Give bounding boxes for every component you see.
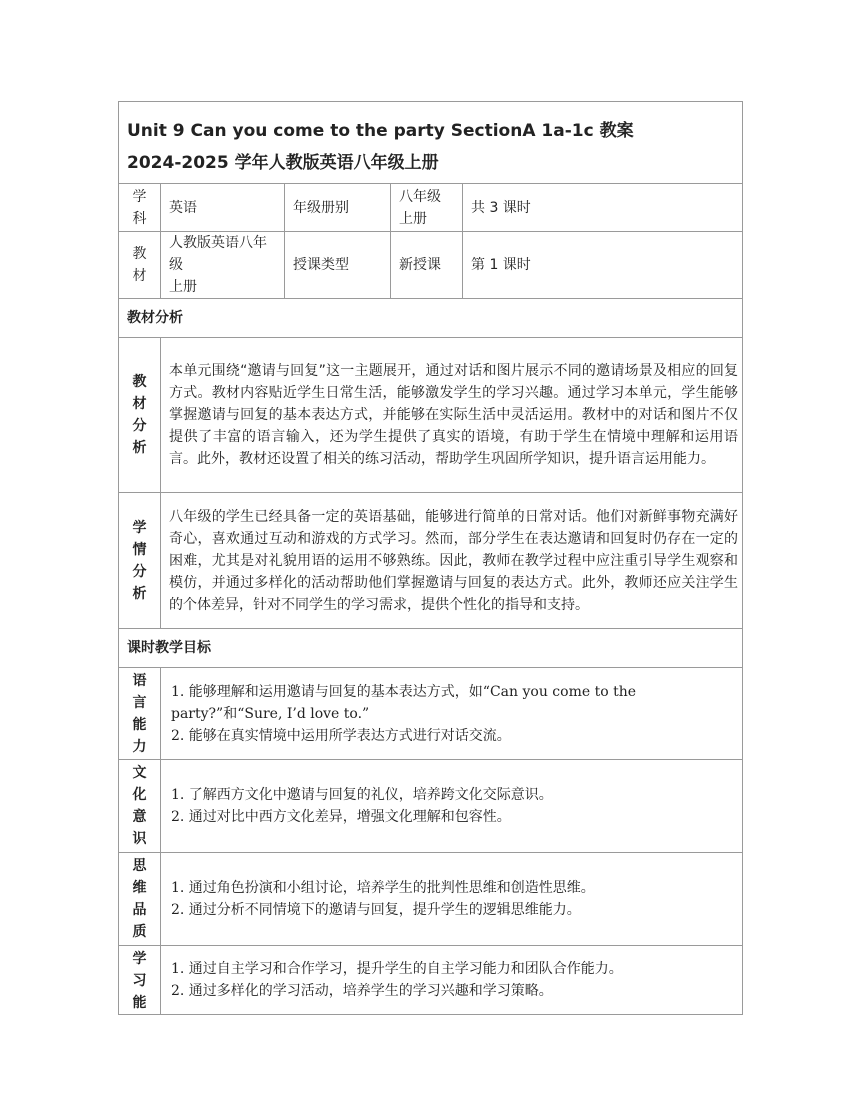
objective-item: 2. 能够在真实情境中运用所学表达方式进行对话交流。: [171, 727, 511, 744]
objective-item: 2. 通过多样化的学习活动，培养学生的学习兴趣和学习策略。: [171, 983, 553, 999]
language-ability-items: [161, 668, 743, 760]
thinking-quality-items: [161, 853, 743, 946]
grade-value: 八年级 上册: [391, 184, 463, 232]
meta-row-textbook: [119, 232, 743, 299]
subject-value: 英语: [161, 184, 285, 232]
textbook-analysis-text: 本单元围绕“邀请与回复”这一主题展开，通过对话和图片展示不同的邀请场景及相应的回复方式。教材内容贴近学生日常生活，能够激发学生的学习兴趣。通过学习本单元，学生能够掌握邀请与回复的基本表达方式，并能够在实际生活中灵活运用。教材中的对话和图片不仅提供了丰富的语言输入，还为学生提供了真实的语境，有助于学生在情境中理解和运用语言。此外，教材还设置了相关的练习活动，帮助学生巩固所学知识，提升语言运用能力。: [161, 338, 743, 493]
thinking-quality-row: [119, 853, 743, 946]
document-title-line1: Unit 9 Can you come to the party SectionA 1a-1c 教案: [127, 121, 634, 141]
cultural-awareness-label: 文 化 意 识: [119, 760, 161, 853]
lesson-number: 第 1 课时: [463, 232, 743, 299]
learning-ability-row: [119, 946, 743, 1015]
lesson-plan-table: [118, 101, 743, 1015]
learning-ability-label: 学 习 能: [119, 946, 161, 1015]
objective-item: 1. 了解西方文化中邀请与回复的礼仪，培养跨文化交际意识。: [171, 787, 553, 803]
objective-item: 1. 通过自主学习和合作学习，提升学生的自主学习能力和团队合作能力。: [171, 961, 623, 977]
objective-item: 1. 能够理解和运用邀请与回复的基本表达方式，如“Can you come to the party?”和“Sure, I’d love to.”: [171, 683, 637, 722]
objectives-heading-row: [119, 629, 743, 668]
objectives-heading: 课时教学目标: [119, 629, 743, 668]
lesson-type-value: 新授课: [391, 232, 463, 299]
title-row: [119, 102, 743, 184]
grade-label: 年级册别: [285, 184, 391, 232]
meta-row-subject: [119, 184, 743, 232]
learning-ability-items: [161, 946, 743, 1015]
language-ability-label: 语 言 能 力: [119, 668, 161, 760]
material-analysis-heading-row: [119, 299, 743, 338]
cultural-awareness-items: [161, 760, 743, 853]
textbook-label: 教 材: [119, 232, 161, 299]
student-analysis-row: [119, 493, 743, 629]
objective-item: 2. 通过对比中西方文化差异，增强文化理解和包容性。: [171, 809, 511, 825]
textbook-value: 人教版英语八年级 上册: [161, 232, 285, 299]
language-ability-row: [119, 668, 743, 760]
textbook-analysis-row: [119, 338, 743, 493]
student-analysis-label: 学 情 分 析: [119, 493, 161, 629]
document-title-line2: 2024-2025 学年人教版英语八年级上册: [127, 153, 439, 173]
objective-item: 2. 通过分析不同情境下的邀请与回复，提升学生的逻辑思维能力。: [171, 902, 581, 918]
cultural-awareness-row: [119, 760, 743, 853]
textbook-analysis-label: 教 材 分 析: [119, 338, 161, 493]
title-cell: [119, 102, 743, 184]
thinking-quality-label: 思 维 品 质: [119, 853, 161, 946]
material-analysis-heading: 教材分析: [119, 299, 743, 338]
total-lessons: 共 3 课时: [463, 184, 743, 232]
lesson-plan-page: [118, 101, 742, 1015]
lesson-type-label: 授课类型: [285, 232, 391, 299]
subject-label: 学 科: [119, 184, 161, 232]
objective-item: 1. 通过角色扮演和小组讨论，培养学生的批判性思维和创造性思维。: [171, 880, 595, 896]
student-analysis-text: 八年级的学生已经具备一定的英语基础，能够进行简单的日常对话。他们对新鲜事物充满好奇心，喜欢通过互动和游戏的方式学习。然而，部分学生在表达邀请和回复时仍存在一定的困难，尤其是对礼貌用语的运用不够熟练。因此，教师在教学过程中应注重引导学生观察和模仿，并通过多样化的活动帮助他们掌握邀请与回复的表达方式。此外，教师还应关注学生的个体差异，针对不同学生的学习需求，提供个性化的指导和支持。: [161, 493, 743, 629]
